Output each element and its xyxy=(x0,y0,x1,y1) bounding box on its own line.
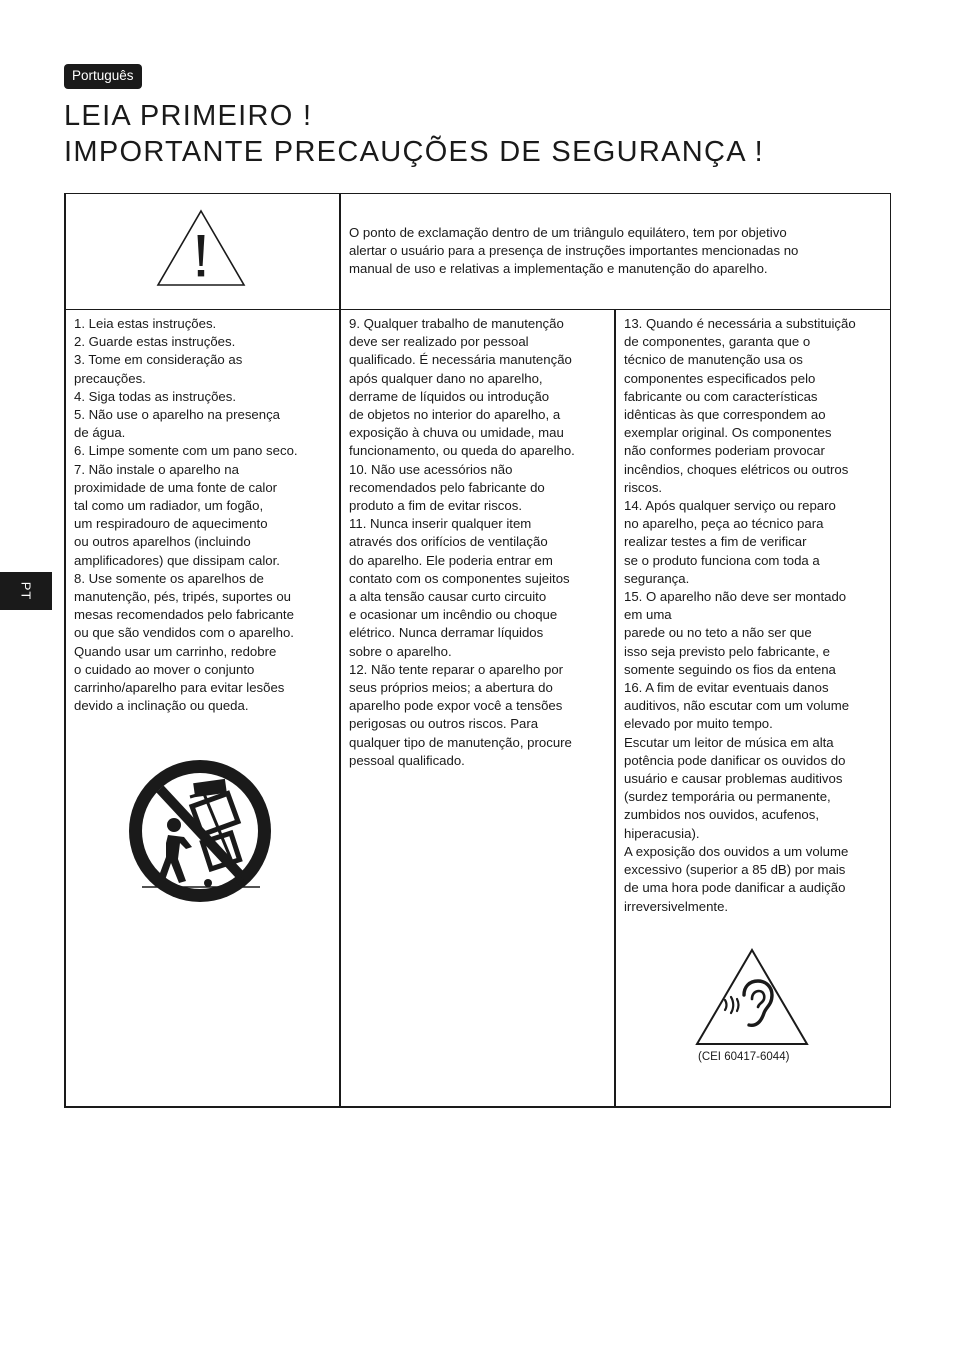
column-divider-1 xyxy=(339,193,341,1108)
language-side-tab xyxy=(0,572,52,610)
table-border-top xyxy=(64,193,891,194)
title-line-2: IMPORTANTE PRECAUÇÕES DE SEGURANÇA ! xyxy=(64,136,764,168)
hearing-warning-icon xyxy=(694,947,810,1047)
title-line-1: LEIA PRIMEIRO ! xyxy=(64,100,313,132)
instructions-column-1: 1. Leia estas instruções. 2. Guarde estas instruções. 3. Tome em consideração as precauções. 4. Siga todas as instruções. 5. Não use o aparelho na presença de água. 6. Limpe somente com um pano seco. 7. Não instale o aparelho na proximidade de uma fonte de calor tal como um radiador, um fogão, um respiradouro de aquecimento ou outros aparelhos (incluindo amplificadores) que dissipam calor. 8. Use somente os aparelhos de manutenção, pés, tripés, suportes ou mesas recomendados pelo fabricante ou que são vendidos com o aparelho. Quando usar um carrinho, redobre o cuidado ao mover o conjunto carrinho/aparelho para evitar lesões devido a inclinação ou queda. xyxy=(74,316,298,714)
hearing-icon-caption: (CEI 60417-6044) xyxy=(698,1051,790,1063)
table-border-right xyxy=(890,193,892,1108)
row-divider xyxy=(64,309,891,310)
warning-description: O ponto de exclamação dentro de um triângulo equilátero, tem por objetivo alertar o usuário para a presença de instruções importantes mencionadas no manual de uso e relativas a implementação e manutenção do aparelho. xyxy=(349,225,799,277)
side-tab-label: PT xyxy=(18,581,34,601)
instructions-column-2: 9. Qualquer trabalho de manutenção deve ser realizado por pessoal qualificado. É necessária manutenção após qualquer dano no aparelho, derrame de líquidos ou introdução de objetos no interior do aparelho, a exposição à chuva ou umidade, mau funcionamento, ou queda do aparelho. 10. Não use acessórios não recomendados pelo fabricante do produto a fim de evitar riscos. 11. Nunca inserir qualquer item através dos orifícios de ventilação do aparelho. Ele poderia entrar em contato com os componentes sujeitos a alta tensão causar curto circuito e ocasionar um incêndio ou choque elétrico. Nunca derramar líquidos sobre o aparelho. 12. Não tente reparar o aparelho por seus próprios meios; a abertura do aparelho pode expor você a tensões perigosas ou outros riscos. Para qualquer tipo de manutenção, procure pessoal qualificado. xyxy=(349,316,575,768)
language-badge: Português xyxy=(64,64,142,89)
instructions-column-3: 13. Quando é necessária a substituição de componentes, garanta que o técnico de manutenção usa os componentes especificados pelo fabricante ou com características idênticas às que correspondem ao exemplar original. Os componentes não conformes poderiam provocar incêndios, choques elétricos ou outros riscos. 14. Após qualquer serviço ou reparo no aparelho, peça ao técnico para realizar testes a fim de verificar se o produto funciona com toda a segurança. 15. O aparelho não deve ser montado em uma parede ou no teto a não ser que isso seja previsto pelo fabricante, e somente seguindo os fios da entena 16. A fim de evitar eventuais danos auditivos, não escutar com um volume elevado por muito tempo. Escutar um leitor de música em alta potência pode danificar os ouvidos do usuário e causar problemas auditivos (surdez temporária ou permanente, zumbidos nos ouvidos, acufenos, hiperacusia). A exposição dos ouvidos a um volume excessivo (superior a 85 dB) por mais de uma hora pode danificar a audição irreversivelmente. xyxy=(624,316,856,914)
cart-tip-over-icon xyxy=(128,759,272,903)
exclamation-triangle-icon xyxy=(156,209,246,287)
column-divider-2 xyxy=(614,309,616,1108)
table-border-bottom xyxy=(64,1106,891,1108)
safety-table xyxy=(64,193,891,1108)
table-border-left xyxy=(64,193,66,1108)
page-title xyxy=(64,98,764,170)
